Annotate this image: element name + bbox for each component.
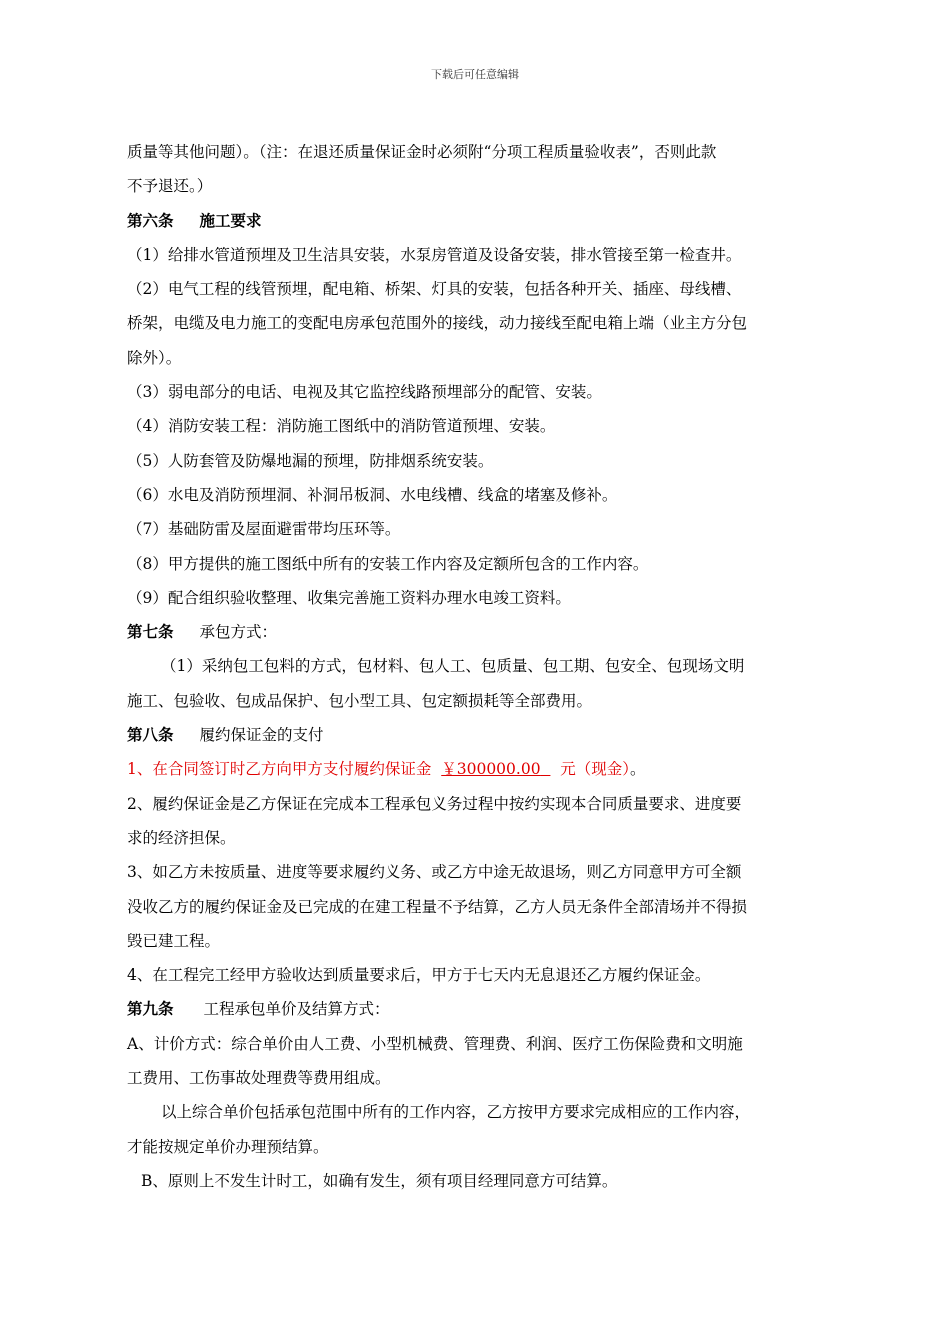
list-item: （8）甲方提供的施工图纸中所有的安装工作内容及定额所包含的工作内容。 — [127, 554, 649, 573]
article-7-heading: 第七条 承包方式： — [127, 622, 278, 642]
list-item: （3）弱电部分的电话、电视及其它监控线路预埋部分的配管、安装。 — [127, 383, 602, 402]
list-item: A、计价方式：综合单价由人工费、小型机械费、管理费、利润、医疗工伤保险费和文明施 — [127, 1034, 743, 1053]
list-item: （2）电气工程的线管预埋，配电箱、桥架、灯具的安装，包括各种开关、插座、母线槽、 — [127, 280, 742, 299]
list-item: （4）消防安装工程：消防施工图纸中的消防管道预埋、安装。 — [127, 417, 556, 436]
list-item: B、原则上不发生计时工，如确有发生，须有项目经理同意方可结算。 — [141, 1171, 618, 1190]
deposit-amount: ￥300000.00 — [441, 760, 541, 779]
list-item: 毁已建工程。 — [127, 931, 221, 950]
list-item: 才能按规定单价办理预结算。 — [127, 1137, 329, 1156]
text-line: 质量等其他问题）。（注：在退还质量保证金时必须附“分项工程质量验收表”，否则此款 — [127, 143, 717, 161]
list-item: （1）采纳包工包料的方式，包材料、包人工、包质量、包工期、包安全、包现场文明 — [161, 657, 745, 676]
document-body — [127, 135, 833, 1198]
article-6-heading: 第六条 施工要求 — [127, 210, 262, 230]
list-item: （5）人防套管及防爆地漏的预埋，防排烟系统安装。 — [127, 451, 494, 470]
article-8-heading: 第八条 履约保证金的支付 — [127, 725, 324, 745]
article-9-heading: 第九条 工程承包单价及结算方式： — [127, 999, 390, 1019]
deposit-line: 1、在合同签订时乙方向甲方支付履约保证金 ￥300000.00 元（现金）。 — [127, 760, 646, 779]
list-item: 桥架，电缆及电力施工的变配电房承包范围外的接线，动力接线至配电箱上端（业主方分包 — [127, 314, 748, 333]
list-item: （7）基础防雷及屋面避雷带均压环等。 — [127, 520, 401, 539]
list-item: 除外）。 — [127, 348, 182, 367]
list-item: 3、如乙方未按质量、进度等要求履约义务、或乙方中途无故退场，则乙方同意甲方可全额 — [127, 863, 742, 882]
list-item: 求的经济担保。 — [127, 828, 236, 847]
list-item: 以上综合单价包括承包范围中所有的工作内容，乙方按甲方要求完成相应的工作内容， — [161, 1103, 751, 1122]
page-header-note: 下载后可任意编辑 — [431, 68, 519, 81]
list-item: 2、履约保证金是乙方保证在完成本工程承包义务过程中按约实现本合同质量要求、进度要 — [127, 794, 742, 813]
list-item: （1）给排水管道预埋及卫生洁具安装，水泵房管道及设备安装，排水管接至第一检查井。 — [127, 245, 742, 264]
list-item: 工费用、工伤事故处理费等费用组成。 — [127, 1069, 391, 1088]
list-item: （6）水电及消防预埋洞、补洞吊板洞、水电线槽、线盒的堵塞及修补。 — [127, 485, 618, 504]
list-item: 4、在工程完工经甲方验收达到质量要求后，甲方于七天内无息退还乙方履约保证金。 — [127, 966, 711, 985]
list-item: （9）配合组织验收整理、收集完善施工资料办理水电竣工资料。 — [127, 588, 571, 607]
text-line: 不予退还。） — [127, 177, 213, 196]
list-item: 施工、包验收、包成品保护、包小型工具、包定额损耗等全部费用。 — [127, 691, 593, 710]
list-item: 没收乙方的履约保证金及已完成的在建工程量不予结算，乙方人员无条件全部清场并不得损 — [127, 897, 748, 916]
